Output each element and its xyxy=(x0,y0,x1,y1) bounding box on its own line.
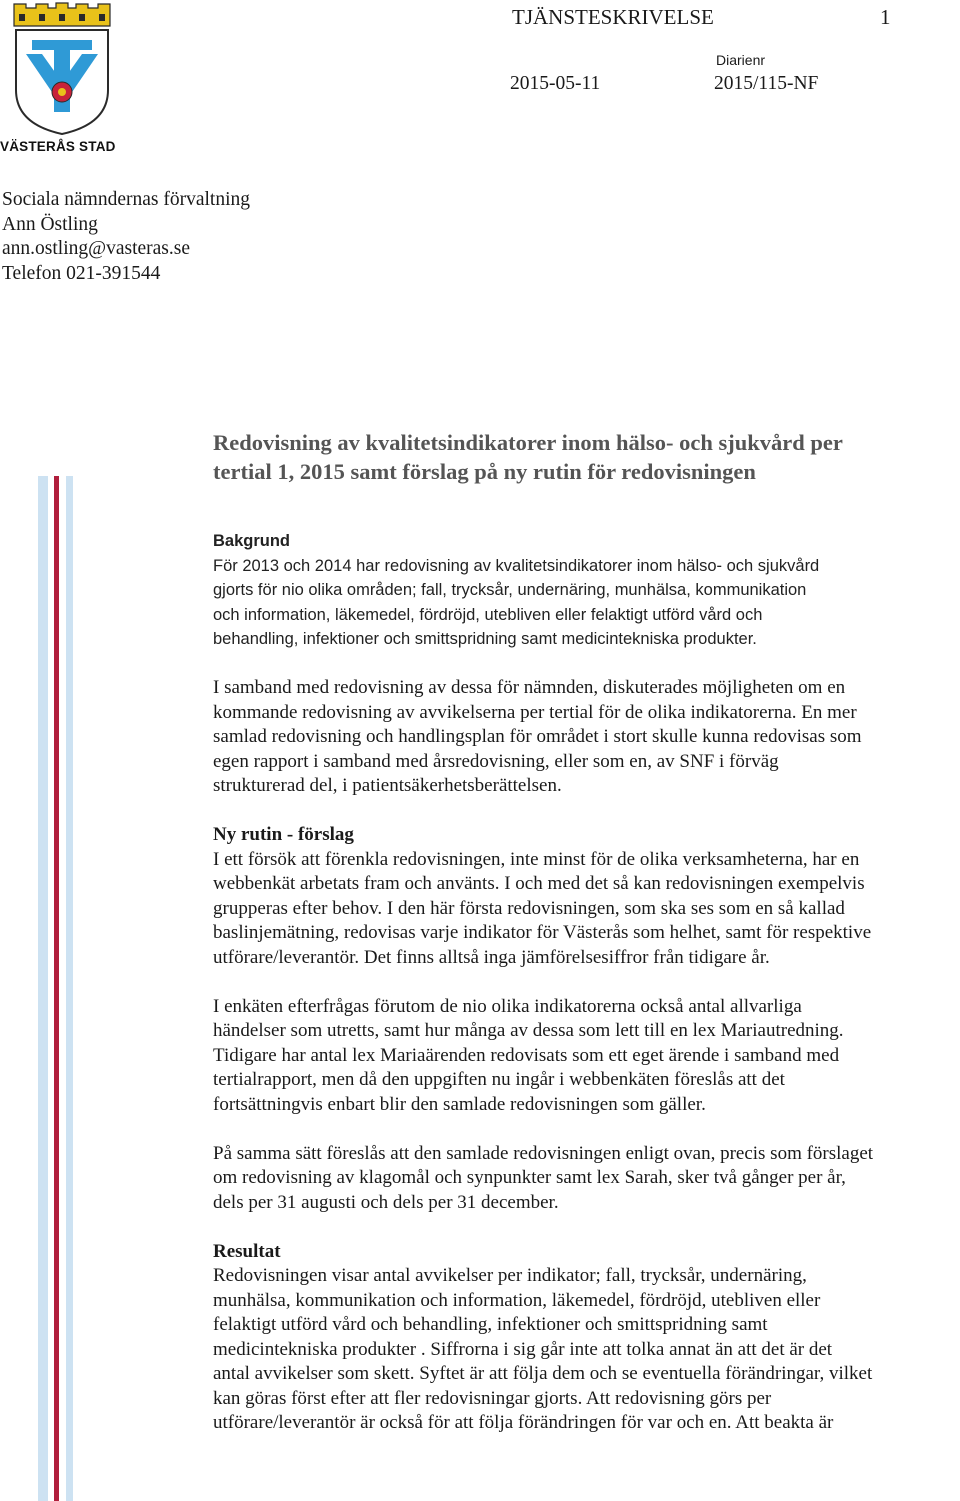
paragraph-line: utförare/leverantör. Det finns alltså inga jämförelsesiffror från tidigare år. xyxy=(213,946,770,968)
heading-bakgrund: Bakgrund xyxy=(213,532,291,550)
paragraph-line: behandling, infektioner och smittspridning samt medicintekniska produkter. xyxy=(213,630,757,648)
paragraph-line: händelser som utretts, samt hur många av dessa som lett till en lex Mariautredning. xyxy=(213,1020,844,1041)
title-line: tertial 1, 2015 samt förslag på ny rutin för redovisningen xyxy=(213,459,756,484)
paragraph-line: samlad redovisning och handlingsplan för området i stort skulle kunna redovisas som xyxy=(213,726,862,747)
paragraph-line: utförare/leverantör är också för att följa förändringen för var och en. Att beakta är xyxy=(213,1412,834,1433)
paragraph-line: Redovisningen visar antal avvikelser per indikator; fall, trycksår, undernäring, xyxy=(213,1265,807,1286)
decorative-stripes xyxy=(38,476,78,1501)
paragraph-line: I enkäten efterfrågas förutom de nio olika indikatorerna också antal allvarliga xyxy=(213,995,802,1017)
sender-email[interactable]: ann.ostling@vasteras.se xyxy=(2,238,191,259)
paragraph-line: grupperas efter behov. I den här första redovisningen, som ska ses som en så kallad xyxy=(213,897,845,919)
document-title xyxy=(213,428,953,486)
coat-of-arms-icon xyxy=(6,2,118,138)
paragraph-discussion xyxy=(213,676,959,799)
paragraph-line: Tidigare har antal lex Mariaärenden redovisats som ett eget ärende i samband med xyxy=(213,1044,840,1066)
document-body xyxy=(213,529,959,1436)
page-number: 1 xyxy=(880,5,891,29)
paragraph-line: munhälsa, kommunikation och information, läkemedel, fördröjd, utebliven eller xyxy=(213,1289,821,1311)
logo-text: VÄSTERÅS STAD xyxy=(0,139,116,154)
diarienr-label: Diarienr xyxy=(716,52,766,68)
document-date: 2015-05-11 xyxy=(510,73,601,94)
paragraph-line: antal avvikelser som skett. Syftet är att följa dem och se eventuella förändringar, vilket xyxy=(213,1363,873,1384)
diarienr-value: 2015/115-NF xyxy=(714,73,819,94)
paragraph-line: webbenkät arbetats fram och använts. I och med det så kan redovisningen exempelvis xyxy=(213,873,865,894)
paragraph-line: egen rapport i samband med årsredovisning, eller som en, av SNF i förväg xyxy=(213,750,779,772)
paragraph-samma-satt xyxy=(213,1142,959,1216)
paragraph-line: och information, läkemedel, fördröjd, utebliven eller felaktigt utförd vård och xyxy=(213,605,763,624)
heading-ny-rutin: Ny rutin - förslag xyxy=(213,824,354,845)
paragraph-line: kan göras först efter att fler redovisningar gjorts. Att redovisning görs per xyxy=(213,1387,772,1409)
paragraph-line: strukturerad del, i patientsäkerhetsberättelsen. xyxy=(213,775,562,796)
sender-department: Sociala nämndernas förvaltning xyxy=(2,189,251,210)
paragraph-line: gjorts för nio olika områden; fall, trycksår, undernäring, munhälsa, kommunikation xyxy=(213,581,807,599)
paragraph-line: fortsättningvis enbart blir den samlade redovisningen som gäller. xyxy=(213,1093,706,1115)
sender-name: Ann Östling xyxy=(2,213,98,235)
sender-block xyxy=(2,188,250,286)
paragraph-line: kommande redovisning av avvikelserna per tertial för de olika indikatorerna. En mer xyxy=(213,701,857,723)
title-line: Redovisning av kvalitetsindikatorer inom hälso- och sjukvård per xyxy=(213,430,843,455)
vasteras-coat-of-arms-logo xyxy=(6,2,118,158)
stripe-light-blue-left xyxy=(38,476,48,1501)
paragraph-line: På samma sätt föreslås att den samlade redovisningen enligt ovan, precis som förslaget xyxy=(213,1142,874,1164)
paragraph-line: I samband med redovisning av dessa för nämnden, diskuterades möjligheten om en xyxy=(213,677,846,698)
paragraph-line: baslinjemätning, redovisas varje indikator för Västerås som helhet, samt för respektive xyxy=(213,922,872,943)
paragraph-line: För 2013 och 2014 har redovisning av kvalitetsindikatorer inom hälso- och sjukvård xyxy=(213,556,820,575)
paragraph-line: tertialrapport, men då den uppgiften nu ingår i webbenkäten föreslås att det xyxy=(213,1069,785,1090)
stripe-light-blue-right xyxy=(66,476,73,1501)
section-resultat xyxy=(213,1240,959,1436)
document-type: TJÄNSTESKRIVELSE xyxy=(512,5,714,29)
paragraph-enkaten xyxy=(213,995,959,1118)
paragraph-line: I ett försök att förenkla redovisningen, inte minst för de olika verksamheterna, har en xyxy=(213,848,860,870)
paragraph-line: dels per 31 augusti och dels per 31 december. xyxy=(213,1191,559,1213)
sender-phone: Telefon 021-391544 xyxy=(2,262,161,284)
stripe-red xyxy=(54,476,59,1501)
section-bakgrund xyxy=(213,529,959,652)
paragraph-line: medicintekniska produkter . Siffrorna i sig går inte att tolka annat än att det är det xyxy=(213,1338,833,1360)
heading-resultat: Resultat xyxy=(213,1240,281,1262)
section-ny-rutin xyxy=(213,823,959,970)
paragraph-line: felaktigt utförd vård och behandling, infektioner och smittspridning samt xyxy=(213,1314,768,1335)
paragraph-line: om redovisning av klagomål och synpunkter samt lex Sarah, sker två gånger per år, xyxy=(213,1167,846,1188)
